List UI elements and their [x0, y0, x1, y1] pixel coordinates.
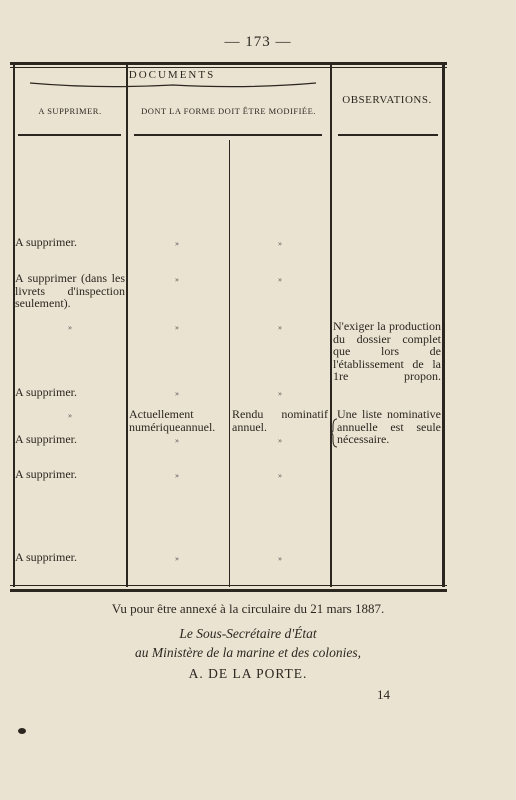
header-rule-observations [338, 134, 438, 136]
row-5-modification-current: Actuellement numériqueannuel. [129, 407, 216, 434]
row-6-ditto-2: » [278, 436, 282, 445]
row-7-supprimer: A supprimer. [15, 467, 77, 481]
signatory-title-line-2: au Ministère de la marine et des colonies, [135, 645, 361, 660]
header-rule-supprimer [18, 134, 121, 136]
row-3-ditto-0: » [68, 323, 72, 332]
row-8-supprimer: A supprimer. [15, 550, 77, 564]
row-8-ditto-2: » [278, 554, 282, 563]
row-2-ditto-1: » [175, 275, 179, 284]
column-divider-2 [229, 140, 230, 587]
row-6-ditto-1: » [175, 436, 179, 445]
column-header-modifiee: DONT LA FORME DOIT ÊTRE MODIFIÉE. [141, 106, 316, 116]
page-number: — 173 — [224, 34, 292, 50]
table-top-rule [10, 62, 447, 65]
row-5-modification-new: Rendu nominatif annuel. [232, 407, 328, 434]
row-4-ditto-1: » [175, 389, 179, 398]
row-1-ditto-1: » [175, 239, 179, 248]
row-2-ditto-2: » [278, 275, 282, 284]
row-2-supprimer: A supprimer (dans les livrets d'inspection seulement). [15, 271, 125, 310]
documents-header: DOCUMENTS [128, 69, 216, 81]
documents-table [10, 62, 447, 592]
row-5-observation: Une liste nominative annuelle est seule nécessaire. [337, 407, 441, 446]
row-5-ditto-0: » [68, 411, 72, 420]
row-7-ditto-1: » [175, 471, 179, 480]
table-top-inner-rule [10, 67, 447, 68]
header-brace-curve [28, 80, 318, 90]
column-divider-3 [330, 65, 332, 587]
signatory-name: A. DE LA PORTE. [188, 666, 308, 681]
row-1-ditto-2: » [278, 239, 282, 248]
signatory-title-line-1: Le Sous-Secrétaire d'État [179, 626, 317, 641]
column-header-supprimer: A SUPPRIMER. [38, 106, 102, 116]
row-7-ditto-2: » [278, 471, 282, 480]
row-6-supprimer: A supprimer. [15, 432, 77, 446]
row-3-ditto-1: » [175, 323, 179, 332]
row-3-observation: N'exiger la production du dossier complet que lors de l'établissement de la 1re propon. [333, 319, 441, 383]
row-4-ditto-2: » [278, 389, 282, 398]
ink-blot [18, 728, 26, 734]
row-1-supprimer: A supprimer. [15, 235, 77, 249]
table-bottom-rule [10, 589, 447, 592]
row-4-supprimer: A supprimer. [15, 385, 77, 399]
table-right-border [442, 65, 445, 587]
annex-note: Vu pour être annexé à la circulaire du 21 mars 1887. [111, 601, 385, 616]
column-header-observations: OBSERVATIONS. [342, 94, 432, 106]
row-8-ditto-1: » [175, 554, 179, 563]
sheet-signature-mark: 14 [377, 687, 390, 702]
header-rule-modifiee [134, 134, 322, 136]
row-3-ditto-2: » [278, 323, 282, 332]
